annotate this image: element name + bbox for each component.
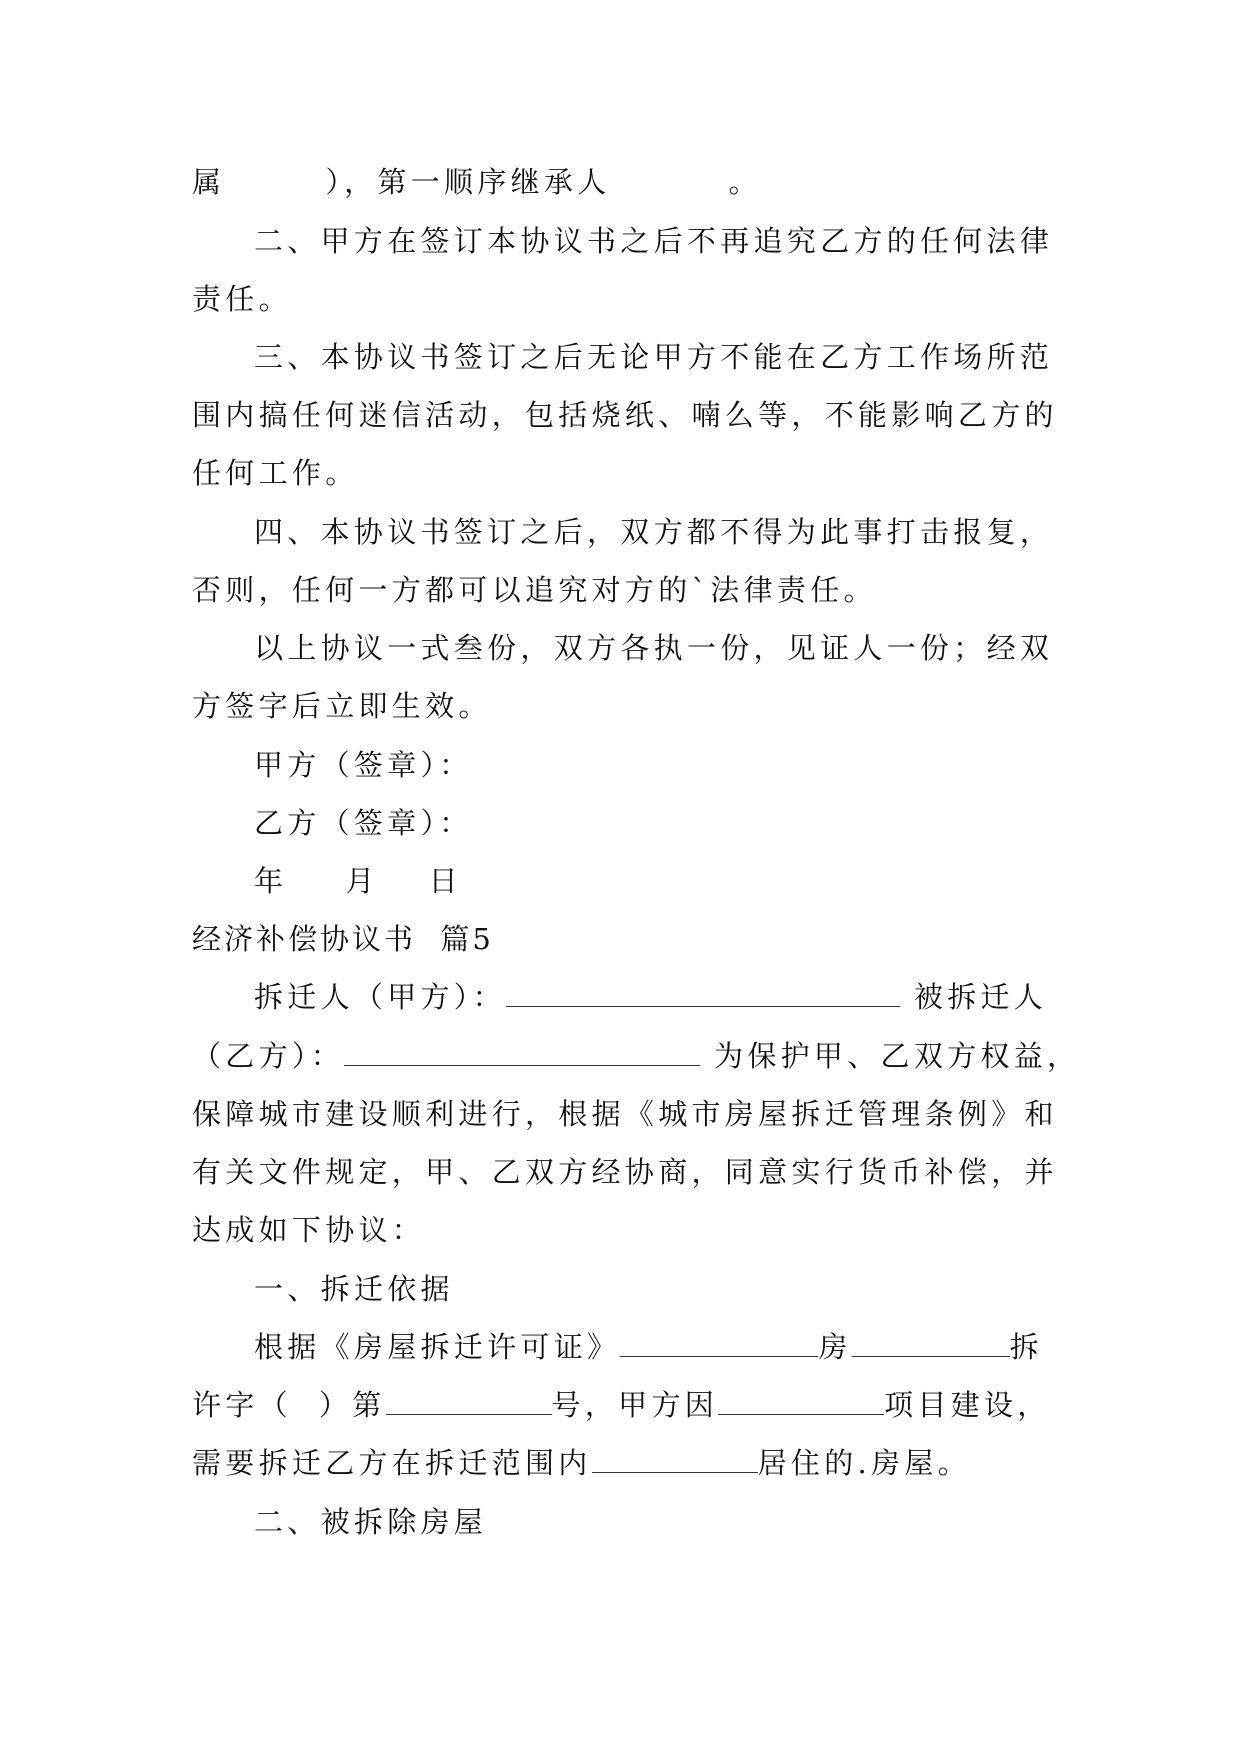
heading-basis: 一、拆迁依据 — [254, 1272, 454, 1306]
agreement-intro-line-5: 达成如下协议： — [192, 1213, 426, 1247]
clause-3-line-2: 围内搞任何迷信活动，包括烧纸、喃么等，不能影响乙方的 — [192, 398, 1058, 432]
year-label: 年 — [254, 864, 288, 898]
date-line — [254, 861, 462, 901]
clause-4-line-1: 四、本协议书签订之后，双方都不得为此事打击报复， — [254, 515, 1054, 549]
copies-line-1: 以上协议一式叁份，双方各执一份，见证人一份；经双 — [254, 631, 1054, 665]
text-segment: 许字（ ）第 — [192, 1388, 386, 1422]
agreement-intro-line-2 — [192, 1036, 1080, 1076]
demolisher-blank[interactable] — [506, 982, 900, 1007]
day-label: 日 — [428, 864, 462, 898]
text-segment: 号，甲方因 — [551, 1388, 719, 1422]
heading-demolished-house: 二、被拆除房屋 — [254, 1505, 488, 1539]
permit-line-1 — [254, 1327, 1043, 1367]
copies-line-2: 方签字后立即生效。 — [192, 689, 492, 723]
text-segment: 。 — [728, 165, 762, 199]
text-segment: 房 — [818, 1330, 852, 1364]
project-blank[interactable] — [718, 1390, 884, 1415]
text-segment: 拆 — [1009, 1330, 1043, 1364]
section-title: 经济补偿协议书 篇5 — [192, 922, 494, 956]
heir-line — [192, 162, 762, 202]
permit-line-2 — [192, 1385, 1051, 1425]
text-segment: 根据《房屋拆迁许可证》 — [254, 1330, 621, 1364]
text-segment: 属 — [192, 165, 226, 199]
text-segment: 需要拆迁乙方在拆迁范围内 — [192, 1446, 592, 1480]
clause-2-line-2: 责任。 — [192, 282, 292, 316]
text-segment: ），第一顺序继承人 — [325, 165, 611, 199]
permit-blank-2[interactable] — [852, 1332, 1010, 1357]
text-segment: 居住的.房屋。 — [757, 1446, 971, 1480]
relocatee-blank[interactable] — [344, 1041, 700, 1066]
party-a-signature: 甲方（签章）： — [254, 748, 473, 782]
text-segment: （乙方）： — [192, 1039, 345, 1073]
permit-number-blank[interactable] — [386, 1390, 552, 1415]
text-segment: 项目建设， — [884, 1388, 1051, 1422]
text-segment: 被拆迁人 — [913, 980, 1048, 1014]
permit-line-3 — [192, 1443, 971, 1483]
clause-3-line-1: 三、本协议书签订之后无论甲方不能在乙方工作场所范 — [254, 340, 1054, 374]
clause-3-line-3: 任何工作。 — [192, 456, 359, 490]
month-label: 月 — [345, 864, 379, 898]
agreement-intro-line-4: 有关文件规定，甲、乙双方经协商，同意实行货币补偿，并 — [192, 1155, 1058, 1189]
location-blank[interactable] — [592, 1448, 758, 1473]
text-segment: 拆迁人（甲方）： — [254, 980, 506, 1014]
party-b-signature: 乙方（签章）： — [254, 806, 473, 840]
permit-blank-1[interactable] — [620, 1332, 818, 1357]
clause-4-line-2: 否则，任何一方都可以追究对方的`法律责任。 — [192, 573, 877, 607]
agreement-intro-line-1 — [254, 977, 1047, 1017]
clause-2-line-1: 二、甲方在签订本协议书之后不再追究乙方的任何法律 — [254, 224, 1054, 258]
text-segment: 为保护甲、乙双方权益， — [714, 1039, 1081, 1073]
agreement-intro-line-3: 保障城市建设顺利进行，根据《城市房屋拆迁管理条例》和 — [192, 1097, 1058, 1131]
